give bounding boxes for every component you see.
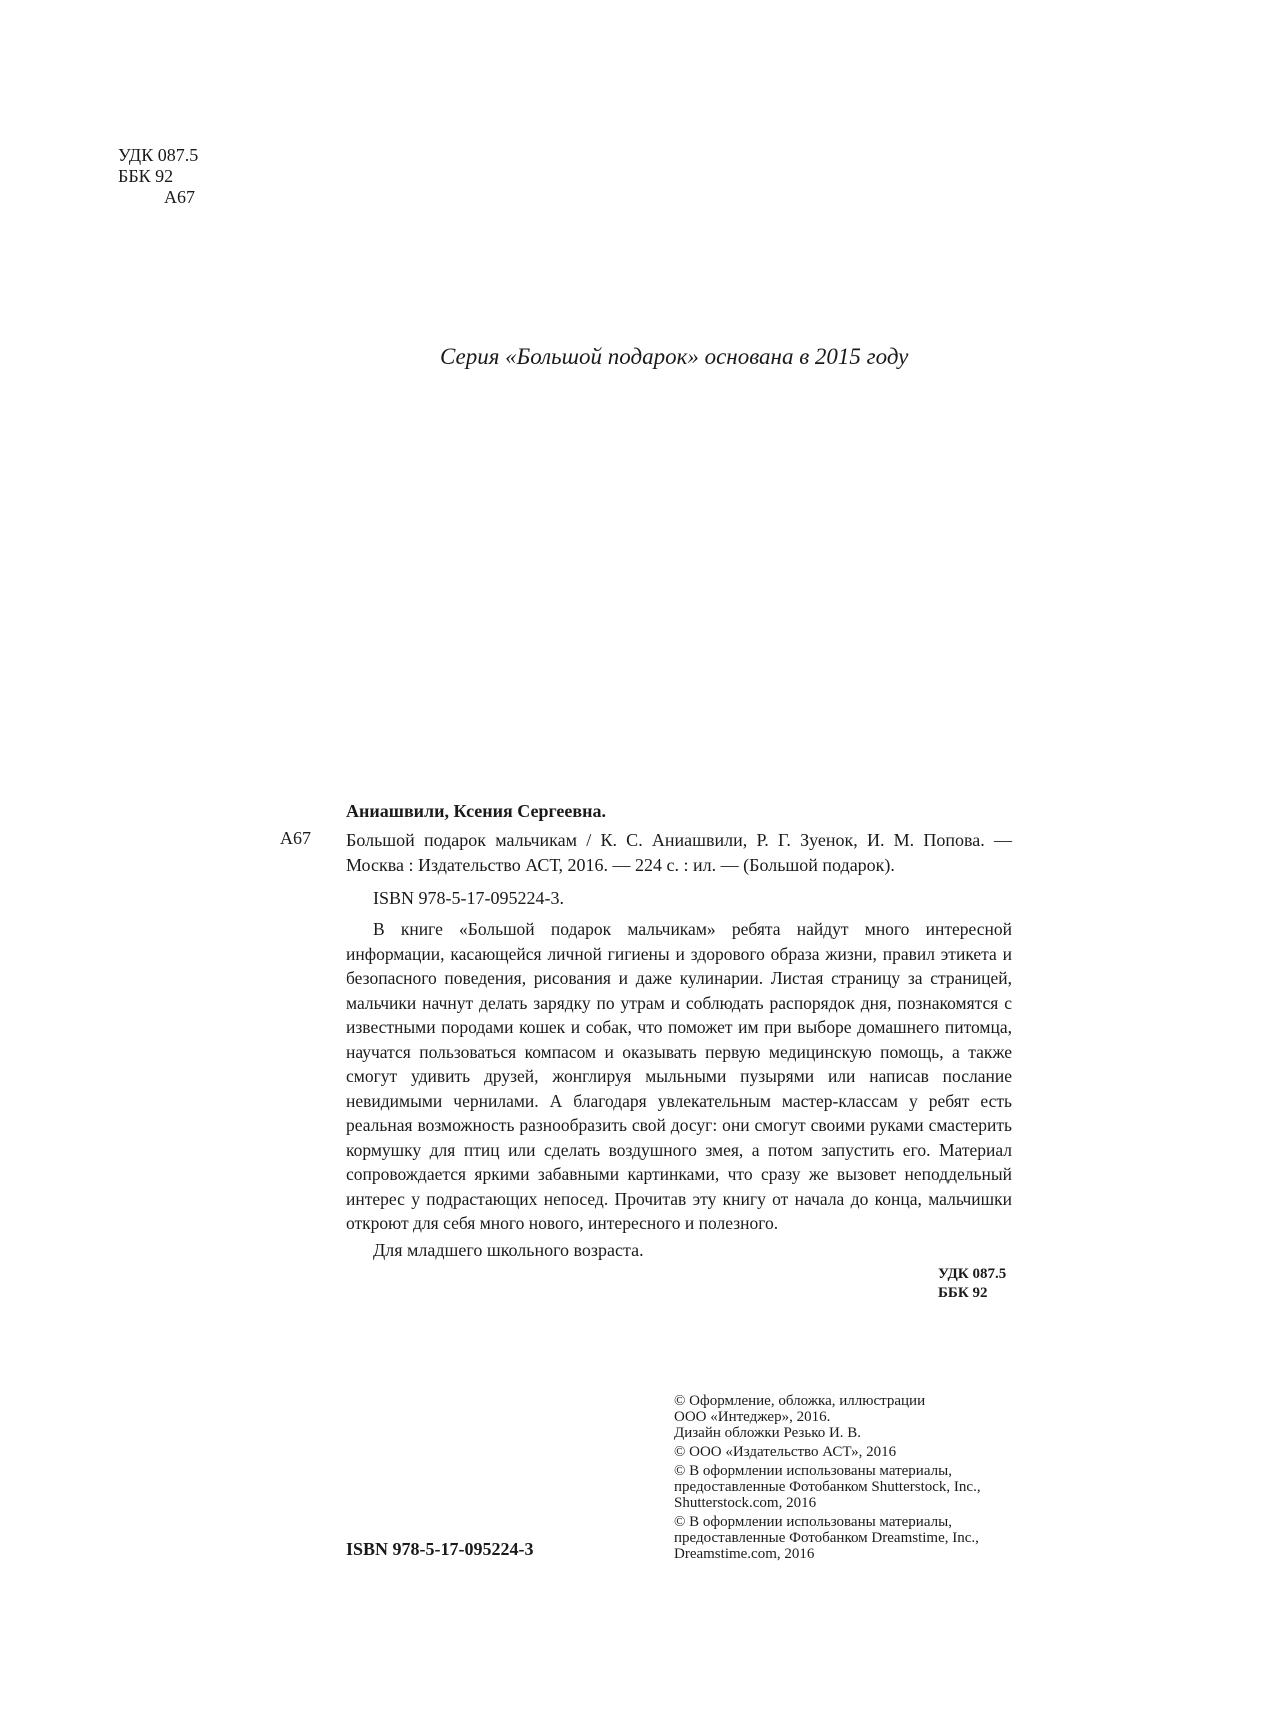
bibliographic-record: Большой подарок мальчикам / К. С. Аниашвили, Р. Г. Зуенок, И. М. Попова. — Москва : Издательство АСТ, 2016. — 224 с. : ил. — (Большой подарок). — [346, 830, 1012, 875]
copyright-line: предоставленные Фотобанком Shutterstock, Inc., — [674, 1479, 981, 1495]
bbk-code-right: ББК 92 — [938, 1285, 988, 1301]
catalog-isbn: ISBN 978-5-17-095224-3. — [373, 888, 564, 908]
udk-code-right: УДК 087.5 — [938, 1266, 1007, 1282]
series-note: Серия «Большой подарок» основана в 2015 году — [440, 344, 909, 369]
copyright-design — [674, 1393, 1054, 1441]
book-abstract: В книге «Большой подарок мальчикам» ребята найдут много интересной информации, касающейся личной гигиены и здорового образа жизни, правил этикета и безопасного поведения, рисования и даже кулинарии. Листая страницу за страницей, мальчики начнут делать зарядку по утрам и соблюдать распорядок дня, познакомятся с известными породами кошек и собак, что поможет им при выборе домашнего питомца, научатся пользоваться компасом и оказывать первую медицинскую помощь, а также смогут удивить друзей, жонглируя мыльными пузырями или написав послание невидимыми чернилами. А благодаря увлекательным мастер-классам у ребят есть реальная возможность разнообразить свой досуг: они смогут своими руками смастерить кормушку для птиц или сделать воздушного змея, а потом запустить его. Материал сопровождается яркими забавными картинками, что сразу же вызовет неподдельный интерес у подрастающих непосед. Прочитав эту книгу от начала до конца, мальчишки откроют для себя много нового, интересного и полезного. — [346, 919, 1012, 1233]
catalog-author-mark: А67 — [280, 828, 311, 848]
copyright-shutterstock — [674, 1463, 1054, 1511]
catalog-card — [346, 799, 1012, 1263]
author-mark: А67 — [164, 187, 195, 207]
copyright-line: ООО «Интеджер», 2016. — [674, 1409, 831, 1425]
classification-codes-right — [938, 1265, 1006, 1303]
bbk-code: ББК 92 — [118, 166, 174, 186]
copyright-line: © В оформлении использованы материалы, — [674, 1463, 952, 1479]
copyright-line: © В оформлении использованы материалы, — [674, 1514, 952, 1530]
copyright-line: Дизайн обложки Резько И. В. — [674, 1425, 862, 1441]
age-note: Для младшего школьного возраста. — [373, 1239, 644, 1260]
copyright-dreamstime — [674, 1514, 1054, 1562]
copyright-publisher — [674, 1444, 1054, 1460]
isbn-bottom: ISBN 978-5-17-095224-3 — [346, 1539, 534, 1559]
copyright-line: © Оформление, обложка, иллюстрации — [674, 1393, 926, 1409]
copyright-block — [674, 1393, 1054, 1565]
classification-codes-top — [118, 145, 198, 208]
copyright-line: © ООО «Издательство АСТ», 2016 — [674, 1444, 897, 1460]
copyright-line: предоставленные Фотобанком Dreamstime, Inc., — [674, 1530, 979, 1546]
copyright-line: Shutterstock.com, 2016 — [674, 1495, 817, 1511]
udk-code: УДК 087.5 — [118, 145, 199, 165]
copyright-line: Dreamstime.com, 2016 — [674, 1546, 815, 1562]
author-heading: Аниашвили, Ксения Сергеевна. — [346, 801, 607, 821]
